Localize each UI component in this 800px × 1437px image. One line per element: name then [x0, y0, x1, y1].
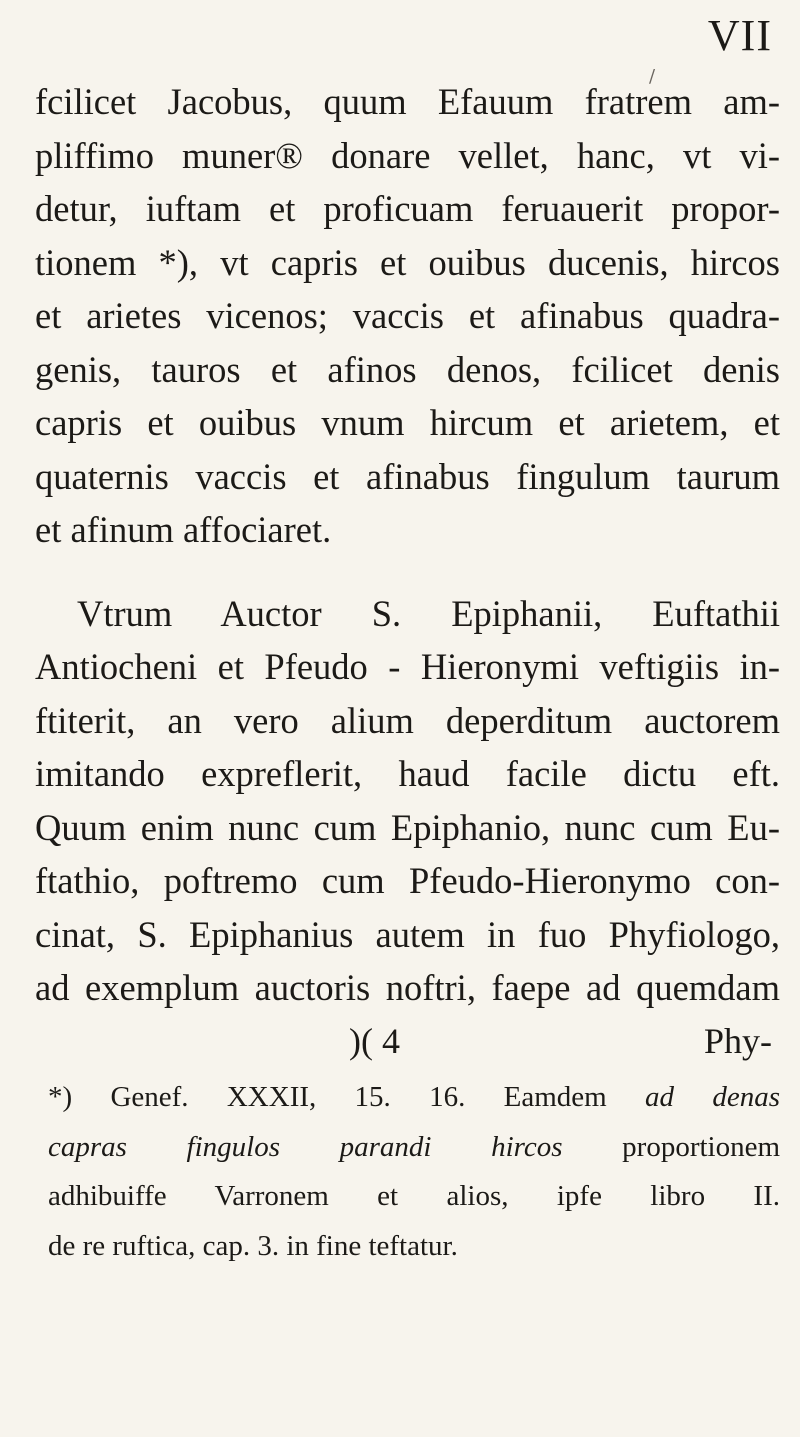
footnote-line-2 — [36, 1123, 780, 1173]
text-line-8: quaternis vaccis et afinabus fingulum taurum — [35, 455, 780, 497]
text-line-16: cinat, S. Epiphanius autem in fuo Phyfiologo, — [35, 913, 780, 955]
footnote-line-1 — [36, 1073, 780, 1123]
footnote-lead: Eamdem — [503, 1081, 607, 1113]
text-line-17: ad exemplum auctoris noftri, faepe ad quemdam — [35, 967, 780, 1008]
footnote-marker: *) — [48, 1081, 73, 1113]
main-text-block — [35, 75, 780, 1068]
text-line-2: pliffimo muner® donare vellet, hanc, vt vi- — [35, 134, 780, 176]
footnote-line-3: adhibuiffe Varronem et alios, ipfe libro II. — [48, 1180, 780, 1212]
text-line-11: Antiocheni et Pfeudo - Hieronymi veftigiis in- — [35, 646, 780, 687]
text-line-1: fcilicet Jacobus, quum Efauum fratrem am- — [35, 81, 780, 122]
text-line-9: et afinum affociaret. — [35, 509, 332, 550]
text-line-5: et arietes vicenos; vaccis et afinabus quadra- — [35, 295, 780, 336]
text-line-4: tionem *), vt capris et ouibus ducenis, hircos — [35, 241, 780, 283]
text-line-12: ftiterit, an vero alium deperditum auctorem — [35, 699, 780, 741]
text-line-3: detur, iuftam et proficuam feruauerit propor- — [35, 188, 780, 229]
footnote-italic-1: ad denas — [645, 1081, 780, 1113]
page-mark: / — [649, 66, 656, 87]
footnote-reference: Genef. XXXII, 15. 16. — [110, 1081, 466, 1113]
text-line-14: Quum enim nunc cum Epiphanio, nunc cum Eu- — [35, 806, 780, 848]
text-line-7: capris et ouibus vnum hircum et arietem, et — [35, 402, 780, 443]
text-line-13: imitando expreflerit, haud facile dictu eft. — [35, 753, 780, 794]
text-line-15: ftathio, poftremo cum Pfeudo-Hieronymo con- — [35, 860, 780, 901]
footnote-line-4: de re ruftica, cap. 3. in fine teftatur. — [48, 1229, 458, 1262]
footnote-italic-2: capras fingulos parandi hircos — [48, 1130, 563, 1163]
text-line-6: genis, tauros et afinos denos, fcilicet denis — [35, 348, 780, 390]
footnote — [36, 1073, 780, 1271]
page-number: VII — [707, 11, 772, 60]
catchword: Phy- — [703, 1020, 772, 1061]
signature-line — [35, 1015, 780, 1069]
signature-mark: )( 4 — [349, 1020, 400, 1061]
text-line-10: Vtrum Auctor S. Epiphanii, Euftathii — [77, 592, 780, 634]
footnote-line-2-rest: proportionem — [622, 1130, 781, 1163]
paragraph-gap — [35, 557, 780, 587]
